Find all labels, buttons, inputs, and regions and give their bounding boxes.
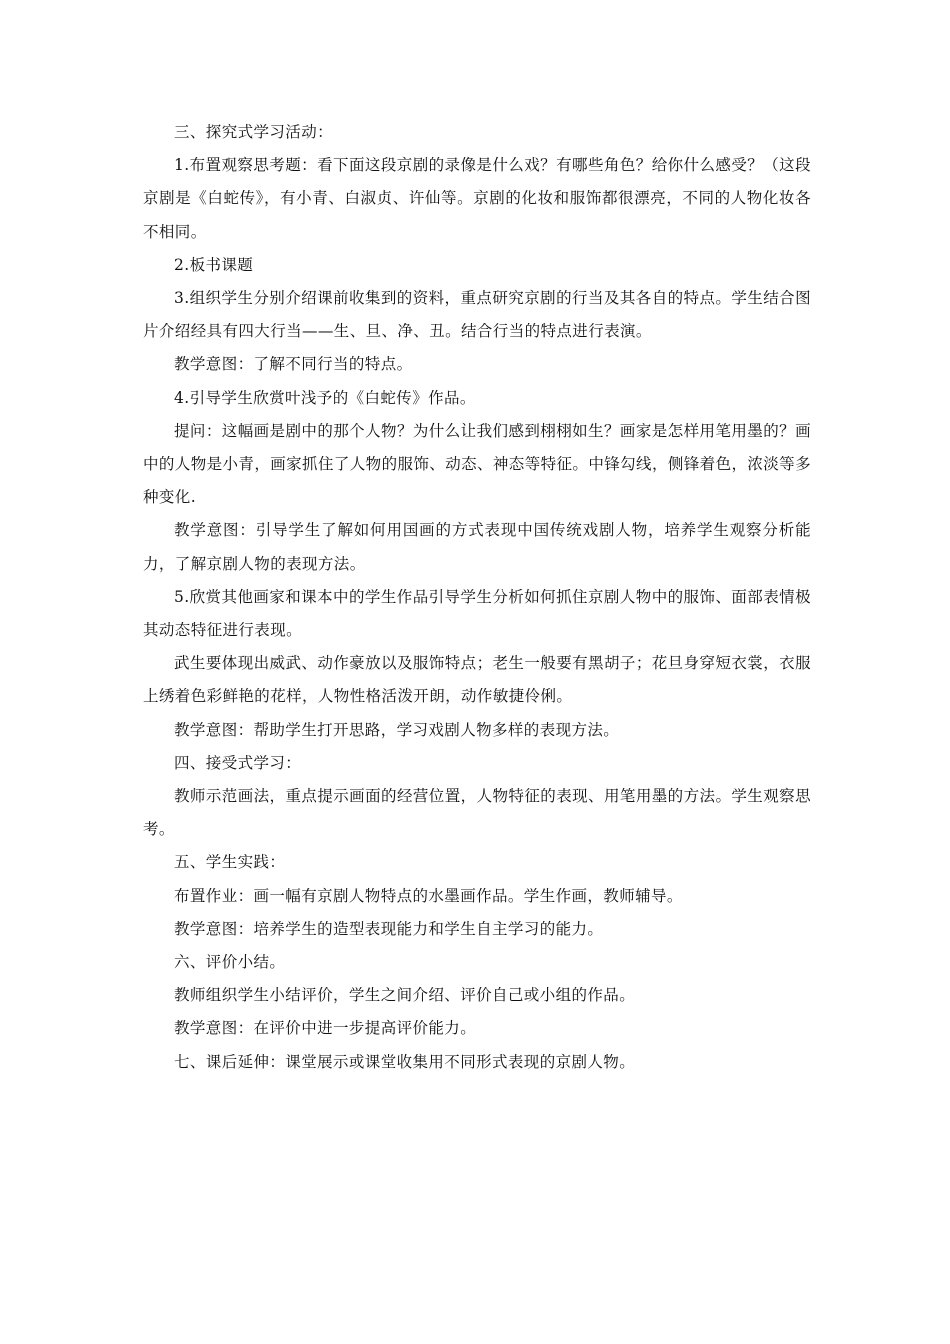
paragraph-other-artists: 5.欣赏其他画家和课本中的学生作品引导学生分析如何抓住京剧人物中的服饰、面部表情极其动态特征进行表现。	[143, 587, 811, 640]
paragraph-teaching-intent-2: 教学意图：引导学生了解如何用国画的方式表现中国传统戏剧人物，培养学生观察分析能力，了解京剧人物的表现方法。	[143, 521, 811, 573]
paragraph-role-characteristics: 武生要体现出威武、动作豪放以及服饰特点；老生一般要有黑胡子；花旦身穿短衣裳，衣服上绣着色彩鲜艳的花样，人物性格活泼开朗，动作敏捷伶俐。	[143, 654, 811, 706]
section-heading-practice: 五、学生实践：	[174, 853, 286, 872]
paragraph-assignment: 布置作业：画一幅有京剧人物特点的水墨画作品。学生作画，教师辅导。	[174, 886, 683, 905]
paragraph-teaching-intent-4: 教学意图：培养学生的造型表现能力和学生自主学习的能力。	[174, 919, 604, 938]
paragraph-teaching-intent-1: 教学意图：了解不同行当的特点。	[174, 355, 413, 374]
document-body	[143, 116, 811, 1079]
paragraph-student-introduction: 3.组织学生分别介绍课前收集到的资料，重点研究京剧的行当及其各自的特点。学生结合图片介绍经具有四大行当——生、旦、净、丑。结合行当的特点进行表演。	[143, 289, 811, 341]
paragraph-demonstration: 教师示范画法，重点提示画面的经营位置，人物特征的表现、用笔用墨的方法。学生观察思考。	[143, 787, 811, 839]
paragraph-observation-task: 1.布置观察思考题：看下面这段京剧的录像是什么戏？有哪些角色？给你什么感受？（这段京剧是《白蛇传》，有小青、白淑贞、许仙等。京剧的化妆和服饰都很漂亮，不同的人物化妆各不相同。	[143, 156, 811, 241]
paragraph-appreciation: 4.引导学生欣赏叶浅予的《白蛇传》作品。	[174, 388, 476, 407]
section-heading-inquiry: 三、探究式学习活动：	[174, 123, 334, 141]
paragraph-evaluation: 教师组织学生小结评价，学生之间介绍、评价自己或小组的作品。	[174, 986, 636, 1005]
section-heading-receptive: 四、接受式学习：	[174, 753, 302, 772]
paragraph-board-title: 2.板书课题	[174, 255, 254, 274]
section-heading-extension: 七、课后延伸：课堂展示或课堂收集用不同形式表现的京剧人物。	[174, 1052, 636, 1071]
section-heading-evaluation: 六、评价小结。	[174, 953, 286, 972]
paragraph-teaching-intent-3: 教学意图：帮助学生打开思路，学习戏剧人物多样的表现方法。	[174, 720, 620, 739]
paragraph-teaching-intent-5: 教学意图：在评价中进一步提高评价能力。	[174, 1019, 477, 1038]
paragraph-question: 提问：这幅画是剧中的那个人物？为什么让我们感到栩栩如生？画家是怎样用笔用墨的？画中的人物是小青，画家抓住了人物的服饰、动态、神态等特征。中锋勾线，侧锋着色，浓淡等多种变化.	[143, 421, 811, 507]
